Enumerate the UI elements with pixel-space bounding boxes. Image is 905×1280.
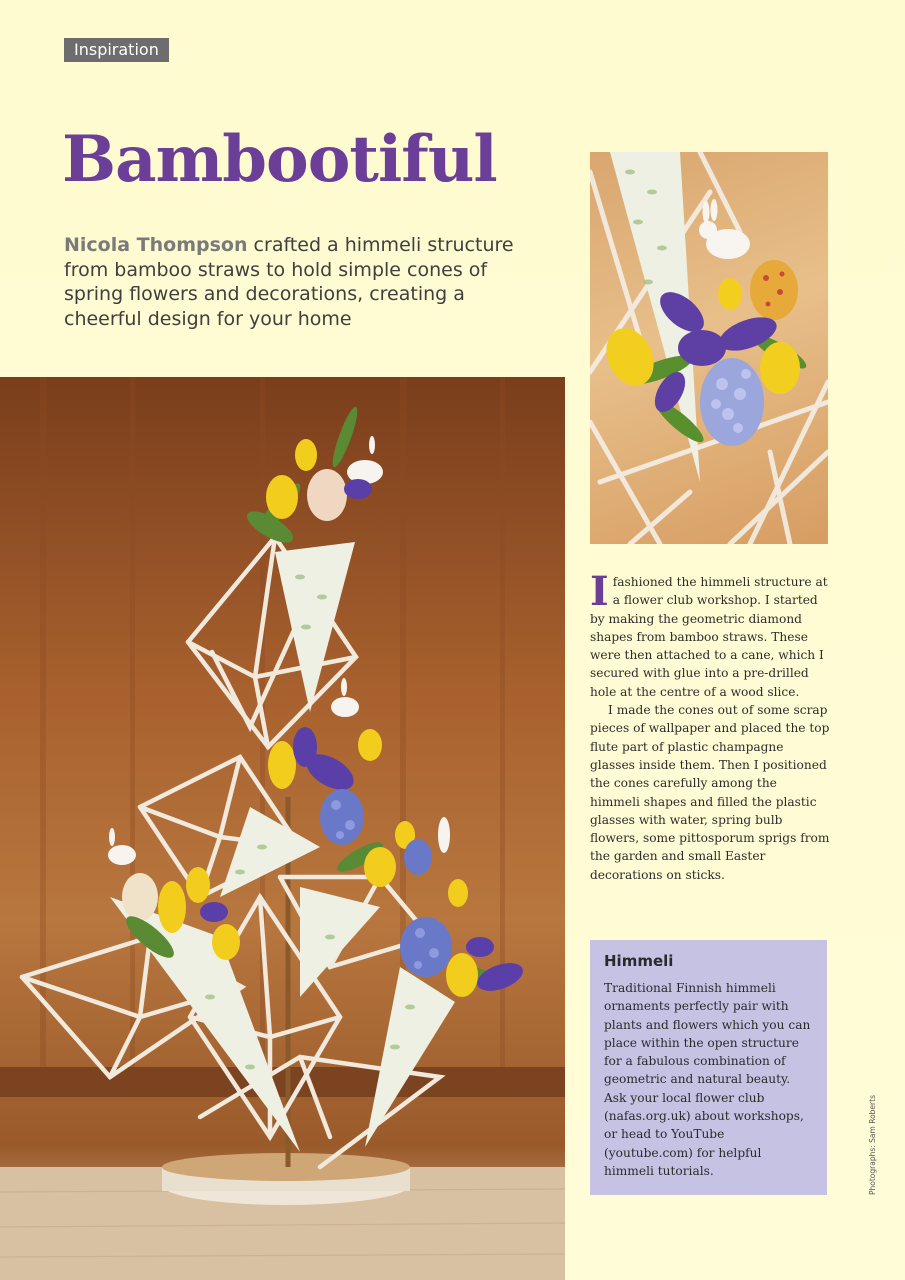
photo-credit: Photographs: Sam Roberts: [868, 1095, 877, 1195]
author-name: Nicola Thompson: [64, 234, 248, 256]
main-photo-art: [0, 377, 565, 1280]
standfirst-text: crafted a himmeli structure from bamboo straws to hold simple cones of spring flowers and decorations, creating a cheerful design for your home: [64, 234, 514, 330]
article-title: Bambootiful: [62, 122, 497, 197]
body-paragraph-1-text: fashioned the himmeli structure at a flower club workshop. I started by making the geometric diamond shapes from bamboo straws. These were then attached to a cane, which I secured with glue into a pre-drilled hole at the centre of a wood slice.: [590, 575, 828, 699]
section-tag: Inspiration: [64, 38, 169, 62]
body-paragraph-1: [590, 568, 830, 701]
sidebar-text: Traditional Finnish himmeli ornaments perfectly pair with plants and flowers which you can place within the open structure for a fabulous combination of geometric and natural beauty. Ask your local flower club (nafas.org.uk) about workshops, or head to YouTube (youtube.com) for helpful himmeli tutorials.: [604, 981, 811, 1178]
standfirst: [64, 233, 534, 331]
closeup-photo-art: [590, 152, 828, 544]
main-photo: [0, 377, 565, 1280]
article-body: [590, 568, 830, 884]
closeup-photo: [590, 152, 828, 544]
himmeli-sidebar: [590, 940, 827, 1195]
body-paragraph-2: I made the cones out of some scrap pieces of wallpaper and placed the top flute part of plastic champagne glasses inside them. Then I positioned the cones carefully among the himmeli shapes and filled the plastic glasses with water, spring bulb flowers, some pittosporum sprigs from the garden and small Easter decorations on sticks.: [590, 703, 830, 882]
drop-cap: I: [590, 568, 609, 615]
sidebar-title: Himmeli: [604, 952, 674, 970]
